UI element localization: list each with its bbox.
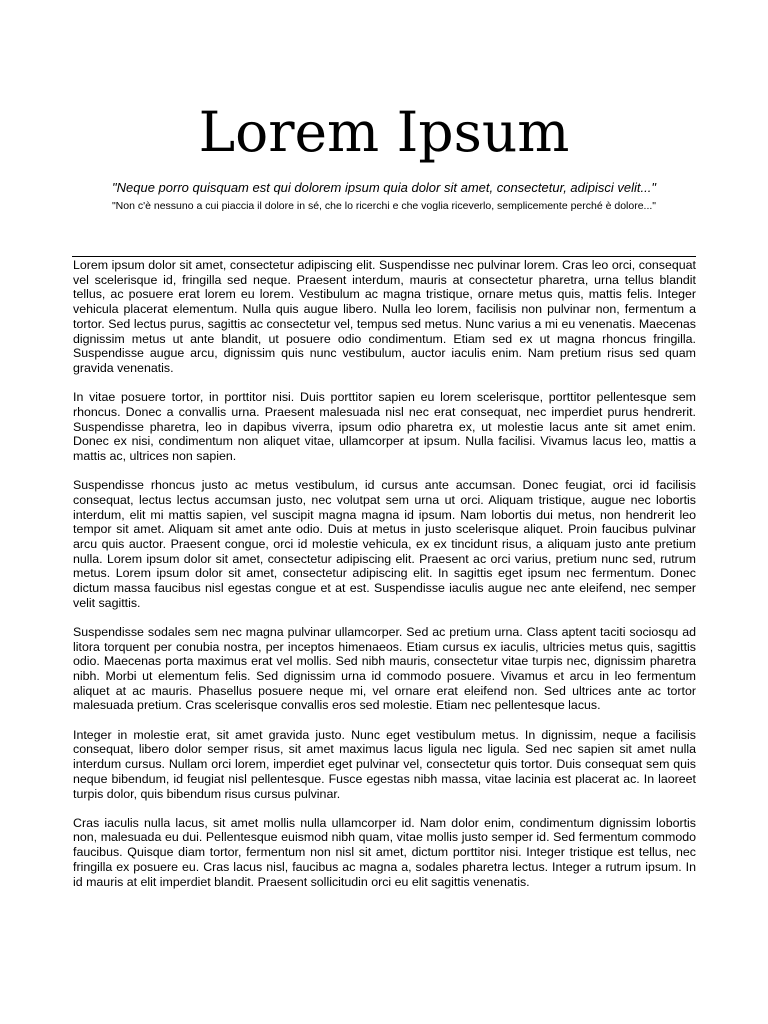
- italian-quote: "Non c'è nessuno a cui piaccia il dolore in sé, che lo ricerchi e che voglia riceverlo, semplicemente perché è dolore...": [111, 200, 657, 212]
- paragraph-2: In vitae posuere tortor, in porttitor nisi. Duis porttitor sapien eu lorem scelerisque, porttitor pellentesque sem rhoncus. Donec a convallis urna. Praesent malesuada nisl nec erat consequat, nec imperdiet purus hendrerit. Suspendisse pharetra, leo in dapibus viverra, ipsum odio pharetra ex, ut molestie lacus ante sit amet enim. Donec ex nisi, condimentum non aliquet vitae, ullamcorper at ipsum. Nulla facilisi. Vivamus lacus leo, mattis a mattis ac, ultrices non sapien.: [73, 390, 696, 463]
- document-title: Lorem Ipsum: [198, 100, 570, 164]
- paragraph-3: Suspendisse rhoncus justo ac metus vestibulum, id cursus ante accumsan. Donec feugiat, orci id facilisis consequat, lectus lectus accumsan justo, nec volutpat sem urna ut orci. Aliquam tristique, augue nec lobortis interdum, elit mi mattis sapien, vel suscipit magna magna id ipsum. Nam lobortis dui metus, non hendrerit leo tempor sit amet. Aliquam sit amet ante odio. Duis at metus in justo scelerisque aliquet. Proin faucibus pulvinar arcu quis auctor. Praesent congue, orci id molestie vehicula, ex ex tincidunt risus, a aliquam justo ante pretium nulla. Lorem ipsum dolor sit amet, consectetur adipiscing elit. Praesent ac orci varius, pretium nunc sed, rutrum metus. Lorem ipsum dolor sit amet, consectetur adipiscing elit. In sagittis eget ipsum nec fermentum. Donec dictum massa faucibus nisl egestas congue et at est. Suspendisse iaculis augue nec ante eleifend, nec semper velit sagittis.: [73, 478, 696, 610]
- paragraph-4: Suspendisse sodales sem nec magna pulvinar ullamcorper. Sed ac pretium urna. Class aptent taciti sociosqu ad litora torquent per conubia nostra, per inceptos himenaeos. Etiam cursus ex iaculis, ultricies metus quis, sagittis odio. Maecenas porta maximus erat vel mollis. Sed nibh mauris, consectetur vitae turpis nec, dignissim pharetra nibh. Morbi ut elementum felis. Sed dignissim urna id commodo posuere. Vivamus et arcu in leo fermentum aliquet at ac mauris. Phasellus posuere neque mi, vel ornare erat eleifend non. Sed ultrices ante ac tortor malesuada pretium. Cras scelerisque convallis eros sed molestie. Etiam nec pellentesque lacus.: [73, 624, 696, 713]
- paragraph-6: Cras iaculis nulla lacus, sit amet mollis nulla ullamcorper id. Nam dolor enim, condimentum dignissim lobortis non, malesuada eu dui. Pellentesque euismod nibh quam, vitae mollis justo semper id. Sed fermentum commodo faucibus. Quisque diam tortor, fermentum non nisl sit amet, dictum porttitor nisi. Integer tristique est tellus, nec fringilla ex posuere eu. Cras lacus nisl, faucibus ac magna a, sodales pharetra lectus. Integer a rutrum ipsum. In id mauris at elit imperdiet blandit. Praesent sollicitudin orci eu elit sagittis venenatis.: [73, 815, 696, 889]
- paragraph-5: Integer in molestie erat, sit amet gravida justo. Nunc eget vestibulum metus. In dignissim, neque a facilisis consequat, libero dolor semper risus, sit amet maximus lacus ligula nec ligula. Sed nec sapien sit amet nulla interdum cursus. Nullam orci lorem, imperdiet eget pulvinar vel, consectetur quis tortor. Duis consequat sem quis neque bibendum, id feugiat nisl pellentesque. Fusce egestas nibh massa, vitae lacinia est placerat ac. In laoreet turpis dolor, quis bibendum risus cursus pulvinar.: [73, 727, 696, 801]
- latin-quote: "Neque porro quisquam est qui dolorem ipsum quia dolor sit amet, consectetur, adipisci velit...": [112, 180, 656, 195]
- body-text: [73, 258, 696, 904]
- horizontal-rule: [72, 256, 696, 257]
- paragraph-1: Lorem ipsum dolor sit amet, consectetur adipiscing elit. Suspendisse nec pulvinar lorem. Cras leo orci, consequat vel scelerisque id, fringilla sed neque. Praesent interdum, mauris at consectetur pharetra, urna tellus blandit tellus, ac posuere erat lorem eu lorem. Vestibulum ac magna tristique, ornare metus quis, mattis felis. Integer vehicula placerat elementum. Nulla quis augue libero. Nulla leo lorem, facilisis non pulvinar non, fermentum a tortor. Sed lectus purus, sagittis ac consectetur vel, tempus sed metus. Nunc varius a mi eu venenatis. Maecenas dignissim metus ut ante blandit, ut posuere odio condimentum. Etiam sed ex ut magna rhoncus fringilla. Suspendisse augue arcu, dignissim quis nunc vestibulum, auctor iaculis enim. Nam pretium risus sed quam gravida venenatis.: [73, 258, 696, 375]
